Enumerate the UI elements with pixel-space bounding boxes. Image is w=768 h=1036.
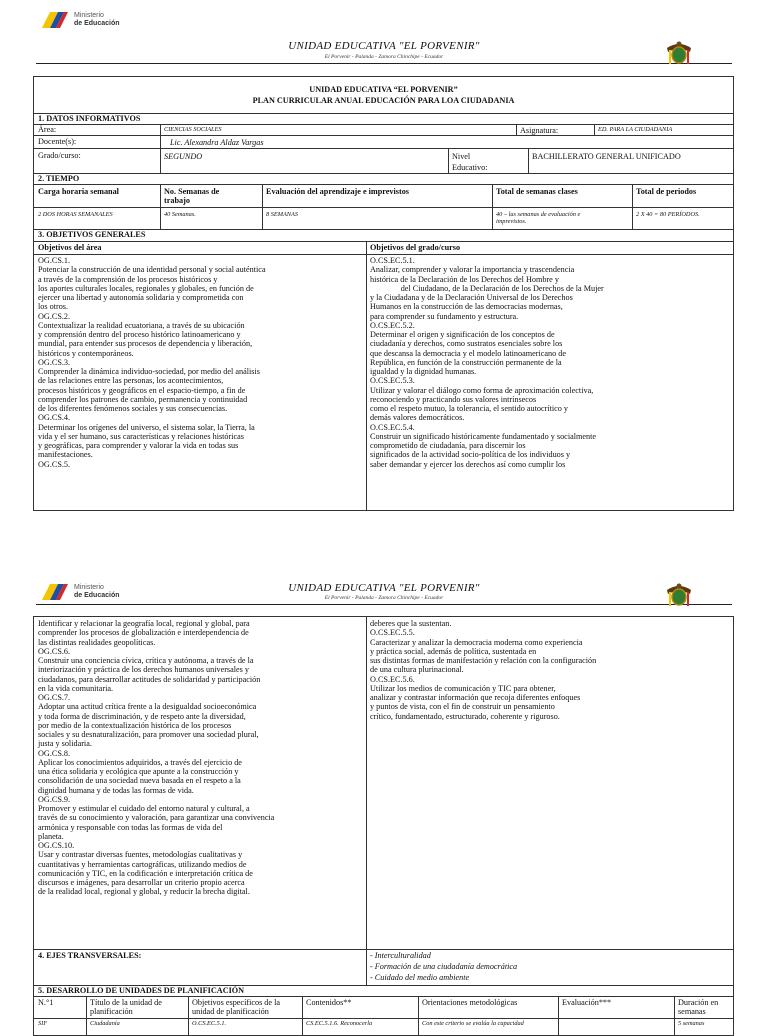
row1-contenidos: CS.EC.5.1.6. Reconocerla bbox=[306, 1020, 373, 1027]
school-header-address: El Porvenir - Palanda - Zamora Chinchipe - Ecuador bbox=[324, 54, 444, 60]
evaluacion-header: Evaluación del aprendizaje e imprevistos bbox=[266, 187, 409, 196]
document-subtitle: PLAN CURRICULAR ANUAL EDUCACIÓN PARA LOA CIUDADANIA bbox=[252, 96, 515, 105]
row1-titulo: Ciudadanía bbox=[90, 1020, 120, 1027]
school-header-address: El Porvenir - Palanda - Zamora Chinchipe - Ecuador bbox=[324, 595, 444, 601]
header-divider bbox=[36, 63, 732, 64]
section4-heading: 4. EJES TRANSVERSALES: bbox=[38, 951, 142, 960]
total-semanas-header: Total de semanas clases bbox=[496, 187, 578, 196]
evaluacion-value: 8 SEMANAS bbox=[266, 211, 299, 218]
nivel-label-2: Educativo: bbox=[452, 163, 488, 172]
objetivos-grado-header: Objetivos del grado/curso bbox=[370, 243, 461, 252]
section2-heading: 2. TIEMPO bbox=[38, 174, 80, 183]
area-value: CIENCIAS SOCIALES bbox=[164, 126, 222, 133]
total-periodos-value: 2 X 40 = 80 PERÍODOS. bbox=[636, 211, 700, 218]
asignatura-label: Asignatura: bbox=[520, 126, 559, 135]
header-divider bbox=[36, 604, 732, 605]
row1-objetivos: O.CS.EC.5.1. bbox=[192, 1020, 227, 1027]
eje-item-1: - Interculturalidad bbox=[370, 951, 431, 960]
eje-item-3: - Cuidado del medio ambiente bbox=[370, 973, 470, 982]
col-numero-header: N.°1 bbox=[38, 998, 54, 1007]
docente-value: Lic. Alexandra Aldaz Vargas bbox=[170, 138, 264, 147]
school-header-title: UNIDAD EDUCATIVA "EL PORVENIR" bbox=[288, 40, 480, 52]
row1-duracion: 5 semanas bbox=[678, 1020, 705, 1027]
semanas-value: 40 Semanas. bbox=[164, 211, 196, 218]
objetivos-grado-text: O.CS.EC.5.1. Analizar, comprender y valorar la importancia y trascendencia histórica de la Declaración de los Derechos del Hombre y del Ciudadano, de la Declaración de los Derechos de la Mujer y la Ciudadana y de la Declaración Universal de los Derechos Humanos en la construcción de las democracias modernas, para comprender su fundamento y estructura. O.CS.EC.5.2. Determinar el origen y significación de los conceptos de ciudadanía y derechos, como sustratos esenciales sobre los que descansa la democracia y el modelo latinoamericano de República, en función de la construcción permanente de la igualdad y la dignidad humanas. O.CS.EC.5.3. Utilizar y valorar el diálogo como forma de aproximación colectiva, reconociendo y practicando sus valores intrínsecos como el respeto mutuo, la tolerancia, el sentido autocrítico y demás valores democráticos. O.CS.EC.5.4. Construir un significado históricamente fundamentado y socialmente comprometido de ciudadanía, para discernir los significados de la actividad socio-política de los individuos y saber demandar y ejercer los derechos así como cumplir los bbox=[370, 256, 604, 469]
section3-heading: 3. OBJETIVOS GENERALES bbox=[38, 230, 146, 239]
row1-evaluacion: Con este criterio se evalúa la capacidad bbox=[422, 1020, 524, 1027]
col-evaluacion-header: Evaluación*** bbox=[562, 998, 612, 1007]
col-contenidos-header: Contenidos** bbox=[306, 998, 352, 1007]
ministry-logo-icon bbox=[40, 8, 70, 34]
page1-document bbox=[33, 76, 734, 511]
document-title: UNIDAD EDUCATIVA “EL PORVENIR” bbox=[309, 85, 458, 94]
total-periodos-header: Total de periodos bbox=[636, 187, 697, 196]
objetivos-area-text-cont: Identificar y relacionar la geografía local, regional y global, para comprender los procesos de globalización e interdependencia de las distintas realidades geopolíticas. OG.CS.6. Construir una conciencia cívica, crítica y autónoma, a través de la interiorización y práctica de los derechos humanos universales y ciudadanos, para desarrollar actitudes de solidaridad y participación en la vida comunitaria. OG.CS.7. Adoptar una actitud crítica frente a la desigualdad socioeconómica y toda forma de discriminación, y de respeto ante la diversidad, por medio de la contextualización histórica de los procesos sociales y su desnaturalización, para promover una sociedad plural, justa y solidaria. OG.CS.8. Aplicar los conocimientos adquiridos, a través del ejercicio de una ética solidaria y ecológica que apunte a la construcción y consolidación de una sociedad nueva basada en el respeto a la dignidad humana y de todas las formas de vida. OG.CS.9. Promover y estimular el cuidado del entorno natural y cultural, a través de su conocimiento y valoración, para garantizar una convivencia armónica y responsable con todas las formas de vida del planeta. OG.CS.10. Usar y contrastar diversas fuentes, metodologías cualitativas y cuantitativas y herramientas cartográficas, utilizando medios de comunicación y TIC, en la codificación e interpretación crítica de discursos e imágenes, para desarrollar un criterio propio acerca de la realidad local, regional y global, y reducir la brecha digital. bbox=[38, 619, 275, 897]
area-label: Área: bbox=[38, 125, 57, 134]
coat-of-arms-icon bbox=[664, 580, 694, 610]
col-duracion-header: Duración en semanas bbox=[678, 998, 719, 1017]
docente-label: Docente(s): bbox=[38, 137, 77, 146]
grado-value: SEGUNDO bbox=[164, 152, 203, 161]
col-orientaciones-header: Orientaciones metodológicas bbox=[422, 998, 518, 1007]
total-semanas-value: 40 – las semanas de evaluación e imprevistos. bbox=[496, 211, 581, 225]
nivel-value: BACHILLERATO GENERAL UNIFICADO bbox=[532, 152, 681, 161]
row1-numero: SIF bbox=[38, 1020, 48, 1027]
school-header-title: UNIDAD EDUCATIVA "EL PORVENIR" bbox=[288, 582, 480, 594]
grado-label: Grado/curso: bbox=[38, 151, 81, 160]
coat-of-arms-icon bbox=[664, 38, 694, 68]
objetivos-grado-text-cont: deberes que la sustentan. O.CS.EC.5.5. Caracterizar y analizar la democracia moderna como experiencia y práctica social, además de política, sustentada en sus distintas formas de manifestación y relación con la configuración de una cultura plurinacional. O.CS.EC.5.6. Utilizar los medios de comunicación y TIC para obtener, analizar y contrastar información que recoja diferentes enfoques y puntos de vista, con el fin de construir un pensamiento crítico, fundamentado, estructurado, coherente y riguroso. bbox=[370, 619, 597, 721]
col-objetivos-header: Objetivos específicos de la unidad de planificación bbox=[192, 998, 280, 1017]
page2-document bbox=[33, 616, 734, 1036]
eje-item-2: - Formación de una ciudadanía democrática bbox=[370, 962, 518, 971]
asignatura-value: ED. PARA LA CIUDADANIA bbox=[598, 126, 673, 133]
nivel-label: Nivel bbox=[452, 152, 471, 161]
ministry-logo-text: Ministerio de Educación bbox=[74, 12, 120, 27]
ministry-logo-text: Ministerio de Educación bbox=[74, 584, 120, 599]
col-titulo-header: Título de la unidad de planificación bbox=[90, 998, 162, 1017]
section1-heading: 1. DATOS INFORMATIVOS bbox=[38, 114, 141, 123]
carga-value: 2 DOS HORAS SEMANALES bbox=[38, 211, 113, 218]
semanas-header: No. Semanas de trabajo bbox=[164, 187, 220, 206]
objetivos-area-text: OG.CS.1. Potenciar la construcción de una identidad personal y social auténtica a través de la comprensión de los procesos históricos y los aportes culturales locales, regionales y globales, en función de ejercer una libertad y autonomía solidaria y comprometida con los otros. OG.CS.2. Contextualizar la realidad ecuatoriana, a través de su ubicación y comprensión dentro del proceso histórico latinoamericano y mundial, para entender sus procesos de dependencia y liberación, históricos y contemporáneos. OG.CS.3. Comprender la dinámica individuo-sociedad, por medio del análisis de las relaciones entre las personas, los acontecimientos, procesos históricos y geográficos en el espacio-tiempo, a fin de comprender los patrones de cambio, permanencia y continuidad de los diferentes fenómenos sociales y sus consecuencias. OG.CS.4. Determinar los orígenes del universo, el sistema solar, la Tierra, la vida y el ser humano, sus características y relaciones históricas y geográficas, para comprender y valorar la vida en todas sus manifestaciones. OG.CS.5. bbox=[38, 256, 266, 469]
section5-heading: 5. DESARROLLO DE UNIDADES DE PLANIFICACIÓN bbox=[38, 986, 245, 995]
objetivos-area-header: Objetivos del área bbox=[38, 243, 102, 252]
carga-header: Carga horaria semanal bbox=[38, 187, 119, 196]
page1-header bbox=[0, 0, 768, 72]
